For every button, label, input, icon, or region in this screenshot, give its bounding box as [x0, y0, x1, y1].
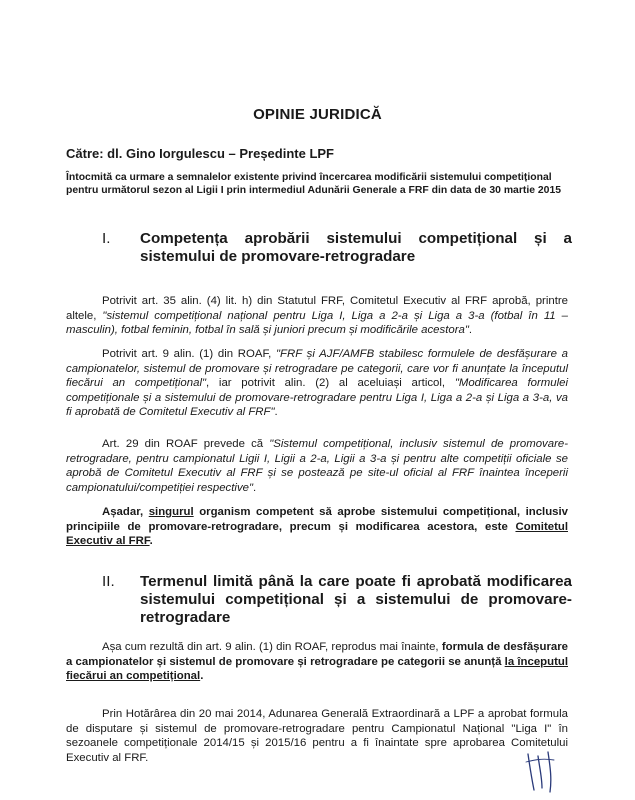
section-2-number: II. — [102, 573, 115, 590]
inceputul-anului-underlined: la începutul fiecărui an competițional — [66, 655, 568, 683]
comitetul-executiv-underlined: Comitetul Executiv al FRF — [66, 520, 568, 548]
section-1-heading — [102, 230, 572, 266]
section-1-paragraph-3: Art. 29 din ROAF prevede că "Sistemul competițional, inclusiv sistemul de promovare-retrogradare, pentru campionatul Ligii I, Ligii a 2-a, Ligii a 3-a și pentru alte competiții oficiale se aprobă de Comitetul Executiv al FRF și se postează pe site-ul oficial al FRF înaintea începerii campionatului/competiției respective". — [66, 438, 568, 494]
handwritten-signature-mark — [520, 748, 570, 794]
intro-paragraph: Întocmită ca urmare a semnalelor existente privind încercarea modificării sistemului competițional pentru următorul sezon al Ligii I prin intermediul Adunării Generale a FRF din data de 30 martie 2015 — [66, 172, 562, 196]
section-2-paragraph-1: Așa cum rezultă din art. 9 alin. (1) din ROAF, reprodus mai înainte, formula de desfășurare a campionatelor și sistemul de promovare și retrogradare pe categorii se anunță la începutul fiecărui an competițional. — [66, 641, 568, 683]
section-1-conclusion: Așadar, singurul organism competent să aprobe sistemului competițional, inclusiv principiile de promovare-retrogradare, precum și modificarea acestora, este Comitetul Executiv al FRF. — [66, 506, 568, 548]
section-1-title: Competența aprobării sistemului competițional și a sistemului de promovare-retrogradare — [140, 230, 572, 265]
section-2-heading — [102, 573, 572, 627]
section-1-paragraph-2: Potrivit art. 9 alin. (1) din ROAF, "FRF și AJF/AMFB stabilesc formulele de desfășurare a campionatelor, sistemul de promovare și retrogradare pe categorii, care vor fi anunțate la începutul fiecărui an competițional", iar potrivit alin. (2) al aceluiași articol, "Modificarea formulei competiționale și a sistemului de promovare-retrogradare pentru Liga I, Liga a 2-a și Liga a 3-a, va fi aprobată de Comitetul Executiv al FRF". — [66, 348, 568, 419]
recipient-line: Către: dl. Gino Iorgulescu – Președinte LPF — [66, 146, 334, 161]
section-1-number: I. — [102, 230, 111, 247]
singurul-underlined: singurul — [148, 506, 194, 518]
document-title: OPINIE JURIDICĂ — [253, 106, 382, 123]
section-2-paragraph-2: Prin Hotărârea din 20 mai 2014, Adunarea Generală Extraordinară a LPF a aprobat formula de disputare și sistemul de promovare-retrogradare pentru Campionatul Național "Liga I" în sezoanele competiționale 2014/15 și 2015/16 pentru a fi înaintate spre aprobarea Comitetului Executiv al FRF. — [66, 708, 568, 764]
section-1-paragraph-1: Potrivit art. 35 alin. (4) lit. h) din Statutul FRF, Comitetul Executiv al FRF aprobă, printre altele, "sistemul competițional național pentru Liga I, Liga a 2-a și Liga a 3-a (fotbal în 11 – masculin), fotbal feminin, fotbal în sală și juniori precum și modificările acestora". — [66, 295, 568, 337]
section-2-title: Termenul limită până la care poate fi aprobată modificarea sistemului competițional și a sistemului de promovare-retrogradare — [140, 573, 572, 626]
